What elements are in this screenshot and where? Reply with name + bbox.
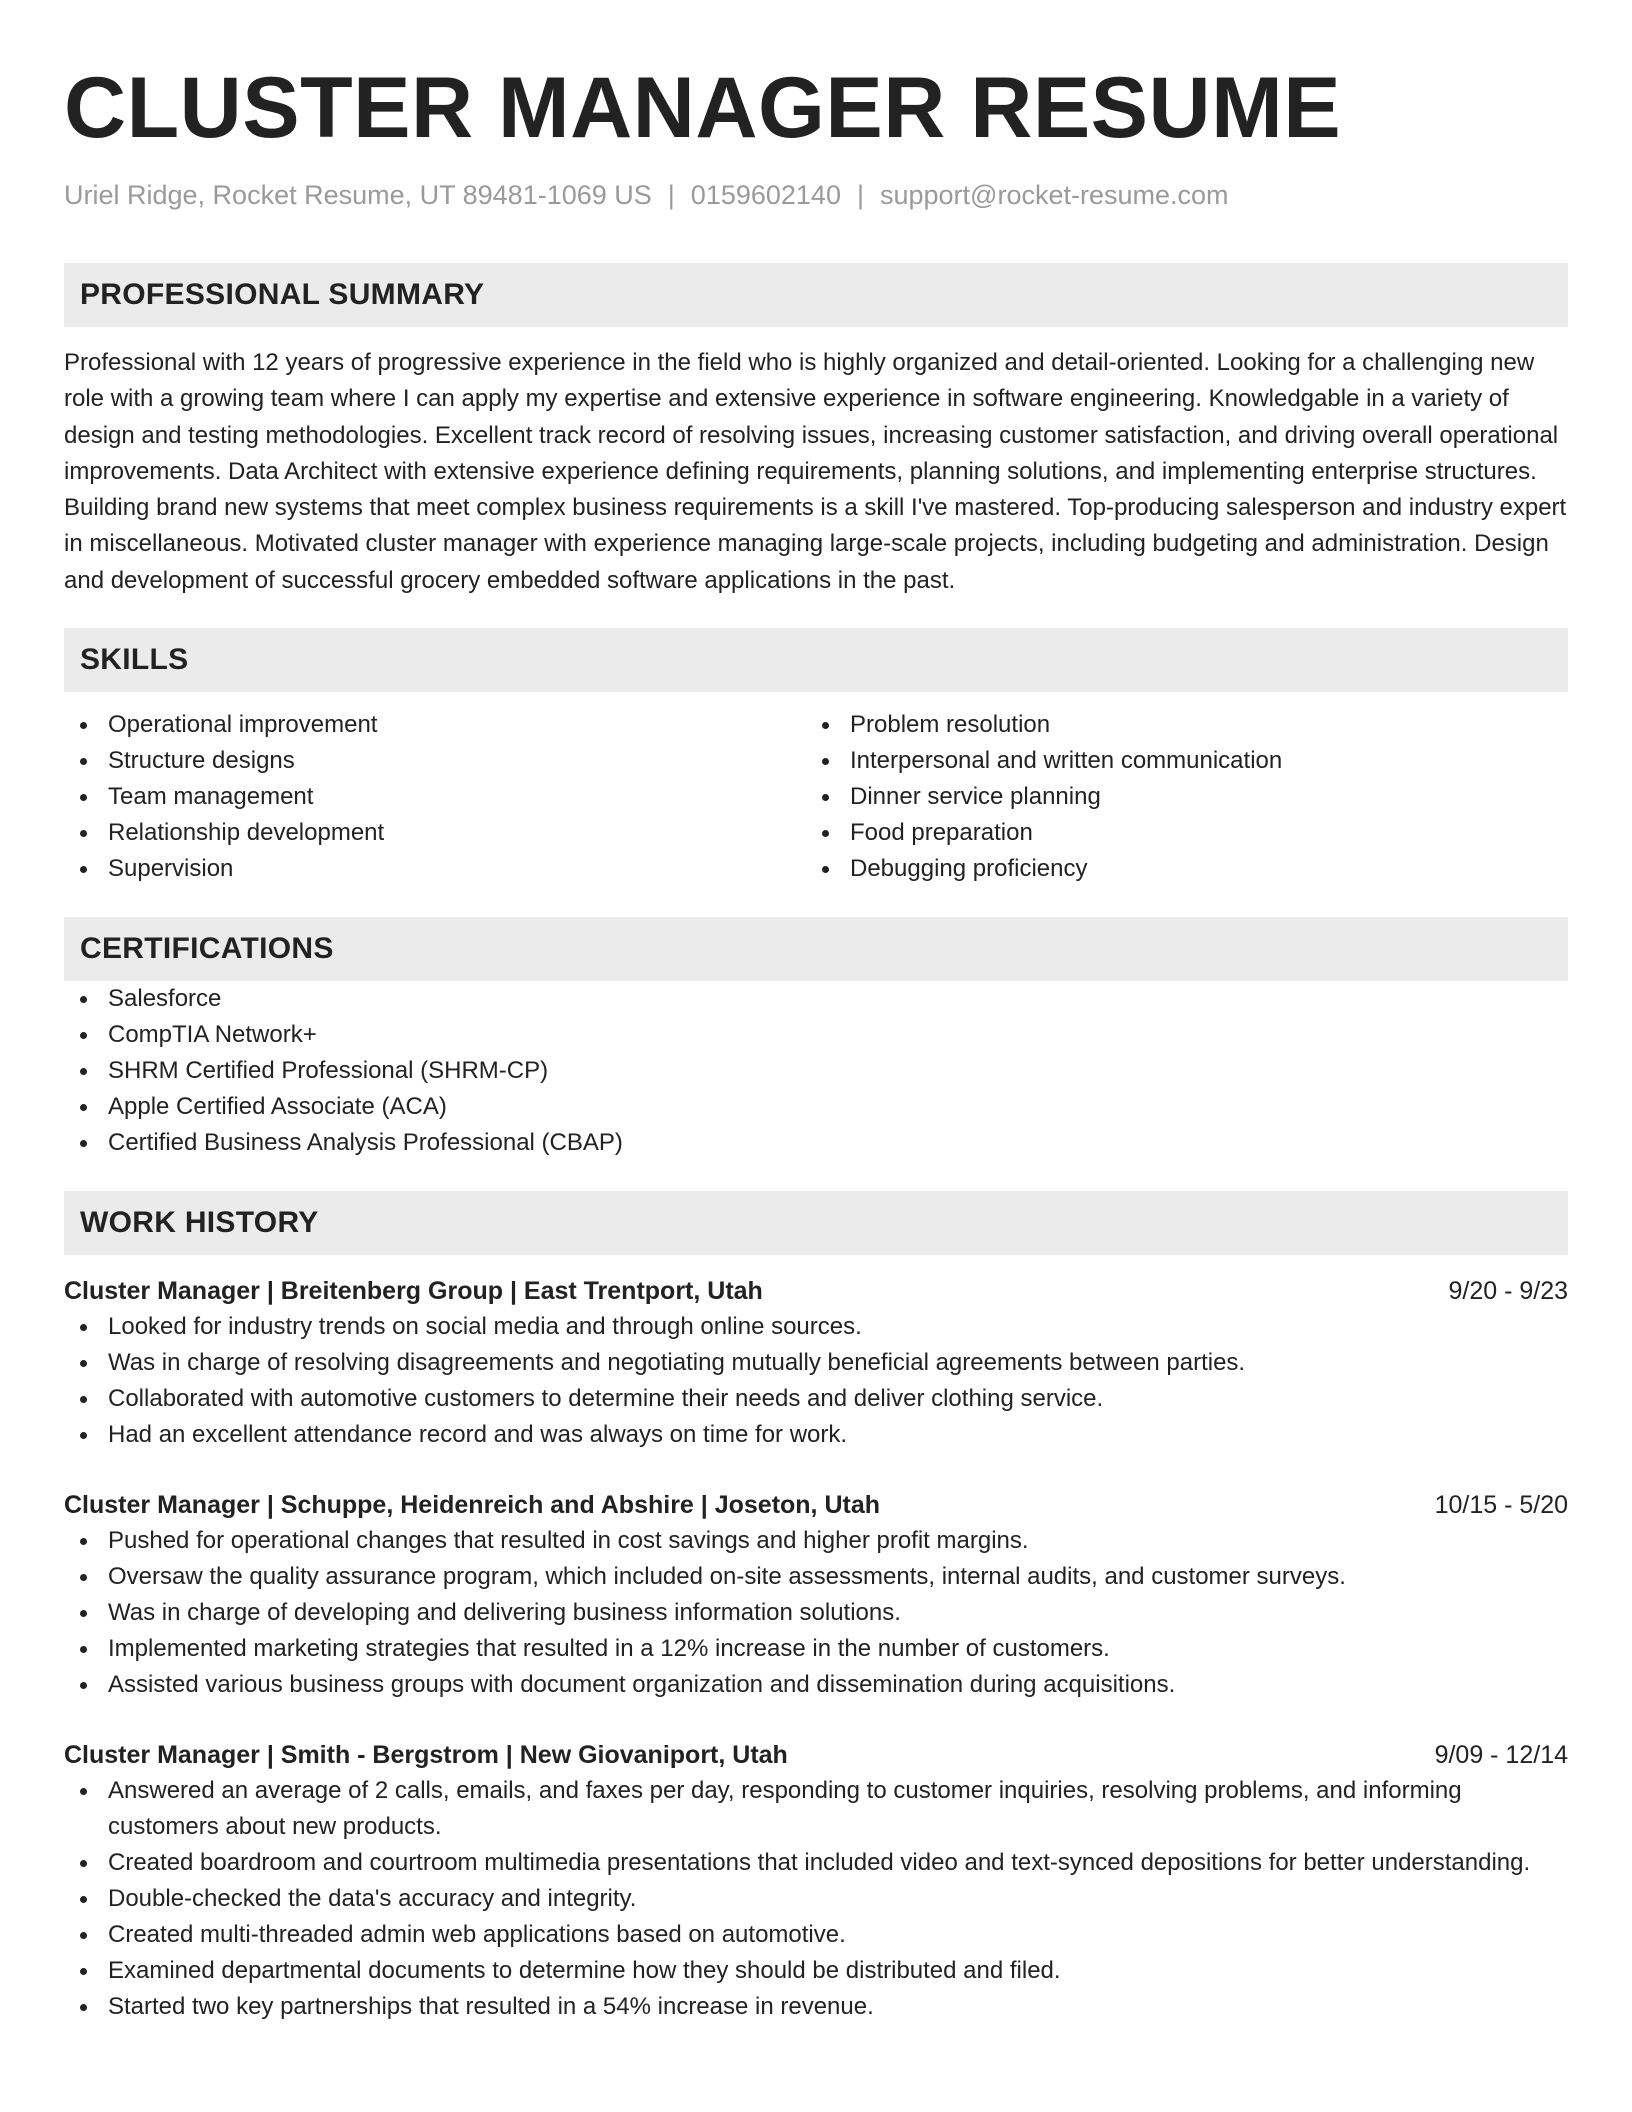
skill-item: Supervision (64, 851, 806, 887)
skill-item: Dinner service planning (806, 779, 1548, 815)
certification-item: Apple Certified Associate (ACA) (64, 1089, 1568, 1125)
job-header (64, 1487, 1568, 1523)
job-title: Cluster Manager | Smith - Bergstrom | New Giovaniport, Utah (64, 1741, 788, 1770)
job-entry (64, 1737, 1568, 2025)
contact-address: Uriel Ridge, Rocket Resume, UT 89481-1069 US (64, 180, 652, 210)
skill-item: Structure designs (64, 743, 806, 779)
job-entry (64, 1487, 1568, 1703)
contact-line (64, 178, 1568, 212)
job-bullet: Oversaw the quality assurance program, which included on-site assessments, internal audits, and customer surveys. (64, 1559, 1568, 1595)
job-bullet: Assisted various business groups with document organization and dissemination during acquisitions. (64, 1667, 1568, 1703)
job-dates: 9/09 - 12/14 (1434, 1741, 1568, 1770)
job-title: Cluster Manager | Breitenberg Group | East Trentport, Utah (64, 1277, 763, 1306)
job-bullet: Implemented marketing strategies that resulted in a 12% increase in the number of customers. (64, 1631, 1568, 1667)
skills-list-right (806, 707, 1548, 887)
job-bullet: Was in charge of resolving disagreements and negotiating mutually beneficial agreements between parties. (64, 1345, 1568, 1381)
job-bullet: Examined departmental documents to determine how they should be distributed and filed. (64, 1953, 1568, 1989)
skill-item: Debugging proficiency (806, 851, 1548, 887)
job-bullet: Was in charge of developing and delivering business information solutions. (64, 1595, 1568, 1631)
skills-columns (64, 707, 1568, 887)
certification-item: SHRM Certified Professional (SHRM-CP) (64, 1053, 1568, 1089)
job-bullet-list (64, 1309, 1568, 1453)
job-bullet: Had an excellent attendance record and was always on time for work. (64, 1417, 1568, 1453)
job-bullet: Created boardroom and courtroom multimedia presentations that included video and text-synced depositions for better understanding. (64, 1845, 1568, 1881)
contact-separator: | (856, 180, 864, 210)
contact-phone: 0159602140 (690, 180, 841, 210)
skill-item: Food preparation (806, 815, 1548, 851)
skill-item: Operational improvement (64, 707, 806, 743)
contact-separator: | (667, 180, 675, 210)
job-dates: 9/20 - 9/23 (1448, 1277, 1568, 1306)
job-dates: 10/15 - 5/20 (1434, 1491, 1568, 1520)
contact-email[interactable]: support@rocket-resume.com (879, 180, 1229, 210)
job-bullet: Started two key partnerships that resulted in a 54% increase in revenue. (64, 1989, 1568, 2025)
job-bullet: Collaborated with automotive customers to determine their needs and deliver clothing service. (64, 1381, 1568, 1417)
certification-item: Salesforce (64, 981, 1568, 1017)
section-heading-certifications: CERTIFICATIONS (64, 917, 1568, 981)
job-entry (64, 1273, 1568, 1453)
skill-item: Interpersonal and written communication (806, 743, 1548, 779)
skill-item: Relationship development (64, 815, 806, 851)
certification-item: CompTIA Network+ (64, 1017, 1568, 1053)
job-bullet-list (64, 1523, 1568, 1703)
job-bullet: Looked for industry trends on social media and through online sources. (64, 1309, 1568, 1345)
section-heading-work-history: WORK HISTORY (64, 1191, 1568, 1255)
summary-text: Professional with 12 years of progressive experience in the field who is highly organized and detail-oriented. Looking for a challenging new role with a growing team where I can apply my expertise and extensive experience in software engineering. Knowledgable in a variety of design and testing methodologies. Excellent track record of resolving issues, increasing customer satisfaction, and driving overall operational improvements. Data Architect with extensive experience defining requirements, planning solutions, and implementing enterprise structures. Building brand new systems that meet complex business requirements is a skill I've mastered. Top-producing salesperson and industry expert in miscellaneous. Motivated cluster manager with experience managing large-scale projects, including budgeting and administration. Design and development of successful grocery embedded software applications in the past. (64, 349, 1567, 594)
job-bullet: Answered an average of 2 calls, emails, and faxes per day, responding to customer inquiries, resolving problems, and informing customers about new products. (64, 1773, 1568, 1845)
skills-list-left (64, 707, 806, 887)
job-bullet-list (64, 1773, 1568, 2025)
job-header (64, 1273, 1568, 1309)
job-bullet: Pushed for operational changes that resulted in cost savings and higher profit margins. (64, 1523, 1568, 1559)
job-header (64, 1737, 1568, 1773)
section-heading-summary: PROFESSIONAL SUMMARY (64, 263, 1568, 327)
job-bullet: Double-checked the data's accuracy and integrity. (64, 1881, 1568, 1917)
skill-item: Team management (64, 779, 806, 815)
job-bullet: Created multi-threaded admin web applications based on automotive. (64, 1917, 1568, 1953)
resume-title: CLUSTER MANAGER RESUME (64, 60, 1342, 156)
job-title: Cluster Manager | Schuppe, Heidenreich and Abshire | Joseton, Utah (64, 1491, 881, 1520)
certification-item: Certified Business Analysis Professional (CBAP) (64, 1125, 1568, 1161)
skill-item: Problem resolution (806, 707, 1548, 743)
certifications-list (64, 981, 1568, 1161)
section-heading-skills: SKILLS (64, 628, 1568, 692)
